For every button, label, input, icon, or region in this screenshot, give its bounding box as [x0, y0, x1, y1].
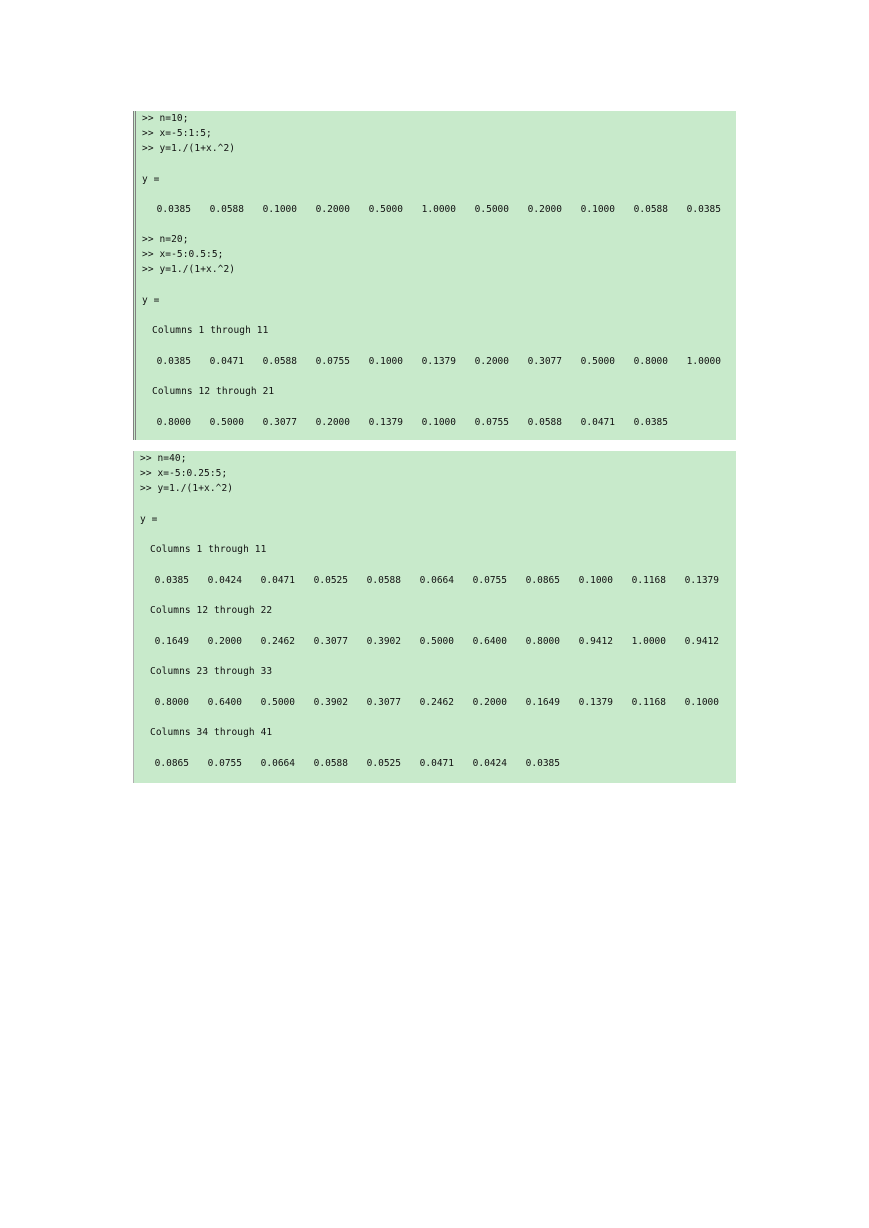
value-cell: 0.0865 — [154, 758, 189, 769]
value-cell: 0.1649 — [525, 697, 560, 708]
value-cell: 0.0424 — [472, 758, 507, 769]
value-row — [134, 575, 737, 587]
value-cell: 0.5000 — [419, 636, 454, 647]
value-cell: 0.0755 — [207, 758, 242, 769]
command-line: >> y=1./(1+x.^2) — [142, 264, 236, 275]
value-cell: 0.0588 — [527, 417, 562, 428]
value-row — [134, 636, 737, 648]
value-cell: 0.0755 — [474, 417, 509, 428]
command-line: >> n=10; — [142, 113, 189, 124]
command-line: >> x=-5:0.5:5; — [142, 249, 224, 260]
value-cell: 0.0588 — [366, 575, 401, 586]
value-cell: 0.0588 — [209, 204, 244, 215]
value-cell: 0.8000 — [156, 417, 191, 428]
command-line: >> y=1./(1+x.^2) — [140, 483, 234, 494]
command-line: >> n=20; — [142, 234, 189, 245]
columns-header: Columns 12 through 22 — [150, 605, 273, 616]
output-label: y = — [142, 295, 160, 306]
value-cell: 0.2000 — [527, 204, 562, 215]
value-cell: 0.2000 — [315, 204, 350, 215]
columns-header: Columns 23 through 33 — [150, 666, 273, 677]
output-label: y = — [140, 514, 158, 525]
value-row — [136, 417, 739, 429]
value-cell: 0.5000 — [260, 697, 295, 708]
value-cell: 0.3902 — [313, 697, 348, 708]
value-cell: 0.0471 — [209, 356, 244, 367]
value-cell: 0.1000 — [421, 417, 456, 428]
value-cell: 0.3077 — [527, 356, 562, 367]
value-cell: 0.1000 — [684, 697, 719, 708]
value-cell: 0.8000 — [154, 697, 189, 708]
value-cell: 0.5000 — [474, 204, 509, 215]
value-cell: 0.0588 — [262, 356, 297, 367]
value-cell: 0.0471 — [580, 417, 615, 428]
value-row — [136, 356, 739, 368]
value-cell: 1.0000 — [686, 356, 721, 367]
value-cell: 0.0588 — [633, 204, 668, 215]
value-cell: 0.2000 — [472, 697, 507, 708]
value-cell: 0.0385 — [156, 204, 191, 215]
value-cell: 0.0525 — [366, 758, 401, 769]
value-cell: 0.0385 — [154, 575, 189, 586]
value-cell: 0.6400 — [207, 697, 242, 708]
value-cell: 0.0865 — [525, 575, 560, 586]
value-row — [136, 204, 739, 216]
value-cell: 0.3077 — [366, 697, 401, 708]
value-cell: 0.1379 — [578, 697, 613, 708]
value-cell: 0.3077 — [262, 417, 297, 428]
value-cell: 0.0385 — [525, 758, 560, 769]
value-cell: 0.2000 — [474, 356, 509, 367]
columns-header: Columns 1 through 11 — [150, 544, 267, 555]
value-cell: 0.0664 — [419, 575, 454, 586]
value-cell: 0.1168 — [631, 575, 666, 586]
value-cell: 0.8000 — [633, 356, 668, 367]
command-window-panel-2 — [133, 451, 736, 783]
value-cell: 1.0000 — [421, 204, 456, 215]
value-cell: 0.8000 — [525, 636, 560, 647]
command-window-panel-1 — [133, 111, 736, 440]
value-cell: 0.0525 — [313, 575, 348, 586]
value-cell: 0.5000 — [580, 356, 615, 367]
value-cell: 0.6400 — [472, 636, 507, 647]
command-line: >> n=40; — [140, 453, 187, 464]
value-cell: 0.0385 — [156, 356, 191, 367]
command-line: >> y=1./(1+x.^2) — [142, 143, 236, 154]
value-cell: 0.0588 — [313, 758, 348, 769]
command-line: >> x=-5:0.25:5; — [140, 468, 228, 479]
value-cell: 0.0755 — [472, 575, 507, 586]
value-cell: 0.1000 — [578, 575, 613, 586]
value-cell: 0.2462 — [260, 636, 295, 647]
value-cell: 0.1649 — [154, 636, 189, 647]
value-cell: 0.0471 — [419, 758, 454, 769]
value-cell: 0.0385 — [633, 417, 668, 428]
value-cell: 0.1000 — [368, 356, 403, 367]
value-cell: 0.2000 — [207, 636, 242, 647]
value-cell: 0.1000 — [580, 204, 615, 215]
value-cell: 0.3077 — [313, 636, 348, 647]
columns-header: Columns 1 through 11 — [152, 325, 269, 336]
value-cell: 0.5000 — [368, 204, 403, 215]
columns-header: Columns 12 through 21 — [152, 386, 275, 397]
value-cell: 0.3902 — [366, 636, 401, 647]
value-cell: 0.5000 — [209, 417, 244, 428]
value-row — [134, 758, 737, 770]
value-cell: 0.1379 — [684, 575, 719, 586]
value-row — [134, 697, 737, 709]
value-cell: 0.0424 — [207, 575, 242, 586]
value-cell: 0.0664 — [260, 758, 295, 769]
value-cell: 0.2000 — [315, 417, 350, 428]
columns-header: Columns 34 through 41 — [150, 727, 273, 738]
value-cell: 0.0755 — [315, 356, 350, 367]
output-label: y = — [142, 174, 160, 185]
value-cell: 0.9412 — [578, 636, 613, 647]
value-cell: 0.2462 — [419, 697, 454, 708]
command-line: >> x=-5:1:5; — [142, 128, 212, 139]
value-cell: 0.1379 — [368, 417, 403, 428]
value-cell: 0.0471 — [260, 575, 295, 586]
value-cell: 0.0385 — [686, 204, 721, 215]
value-cell: 0.1168 — [631, 697, 666, 708]
value-cell: 0.1000 — [262, 204, 297, 215]
value-cell: 0.9412 — [684, 636, 719, 647]
value-cell: 0.1379 — [421, 356, 456, 367]
value-cell: 1.0000 — [631, 636, 666, 647]
